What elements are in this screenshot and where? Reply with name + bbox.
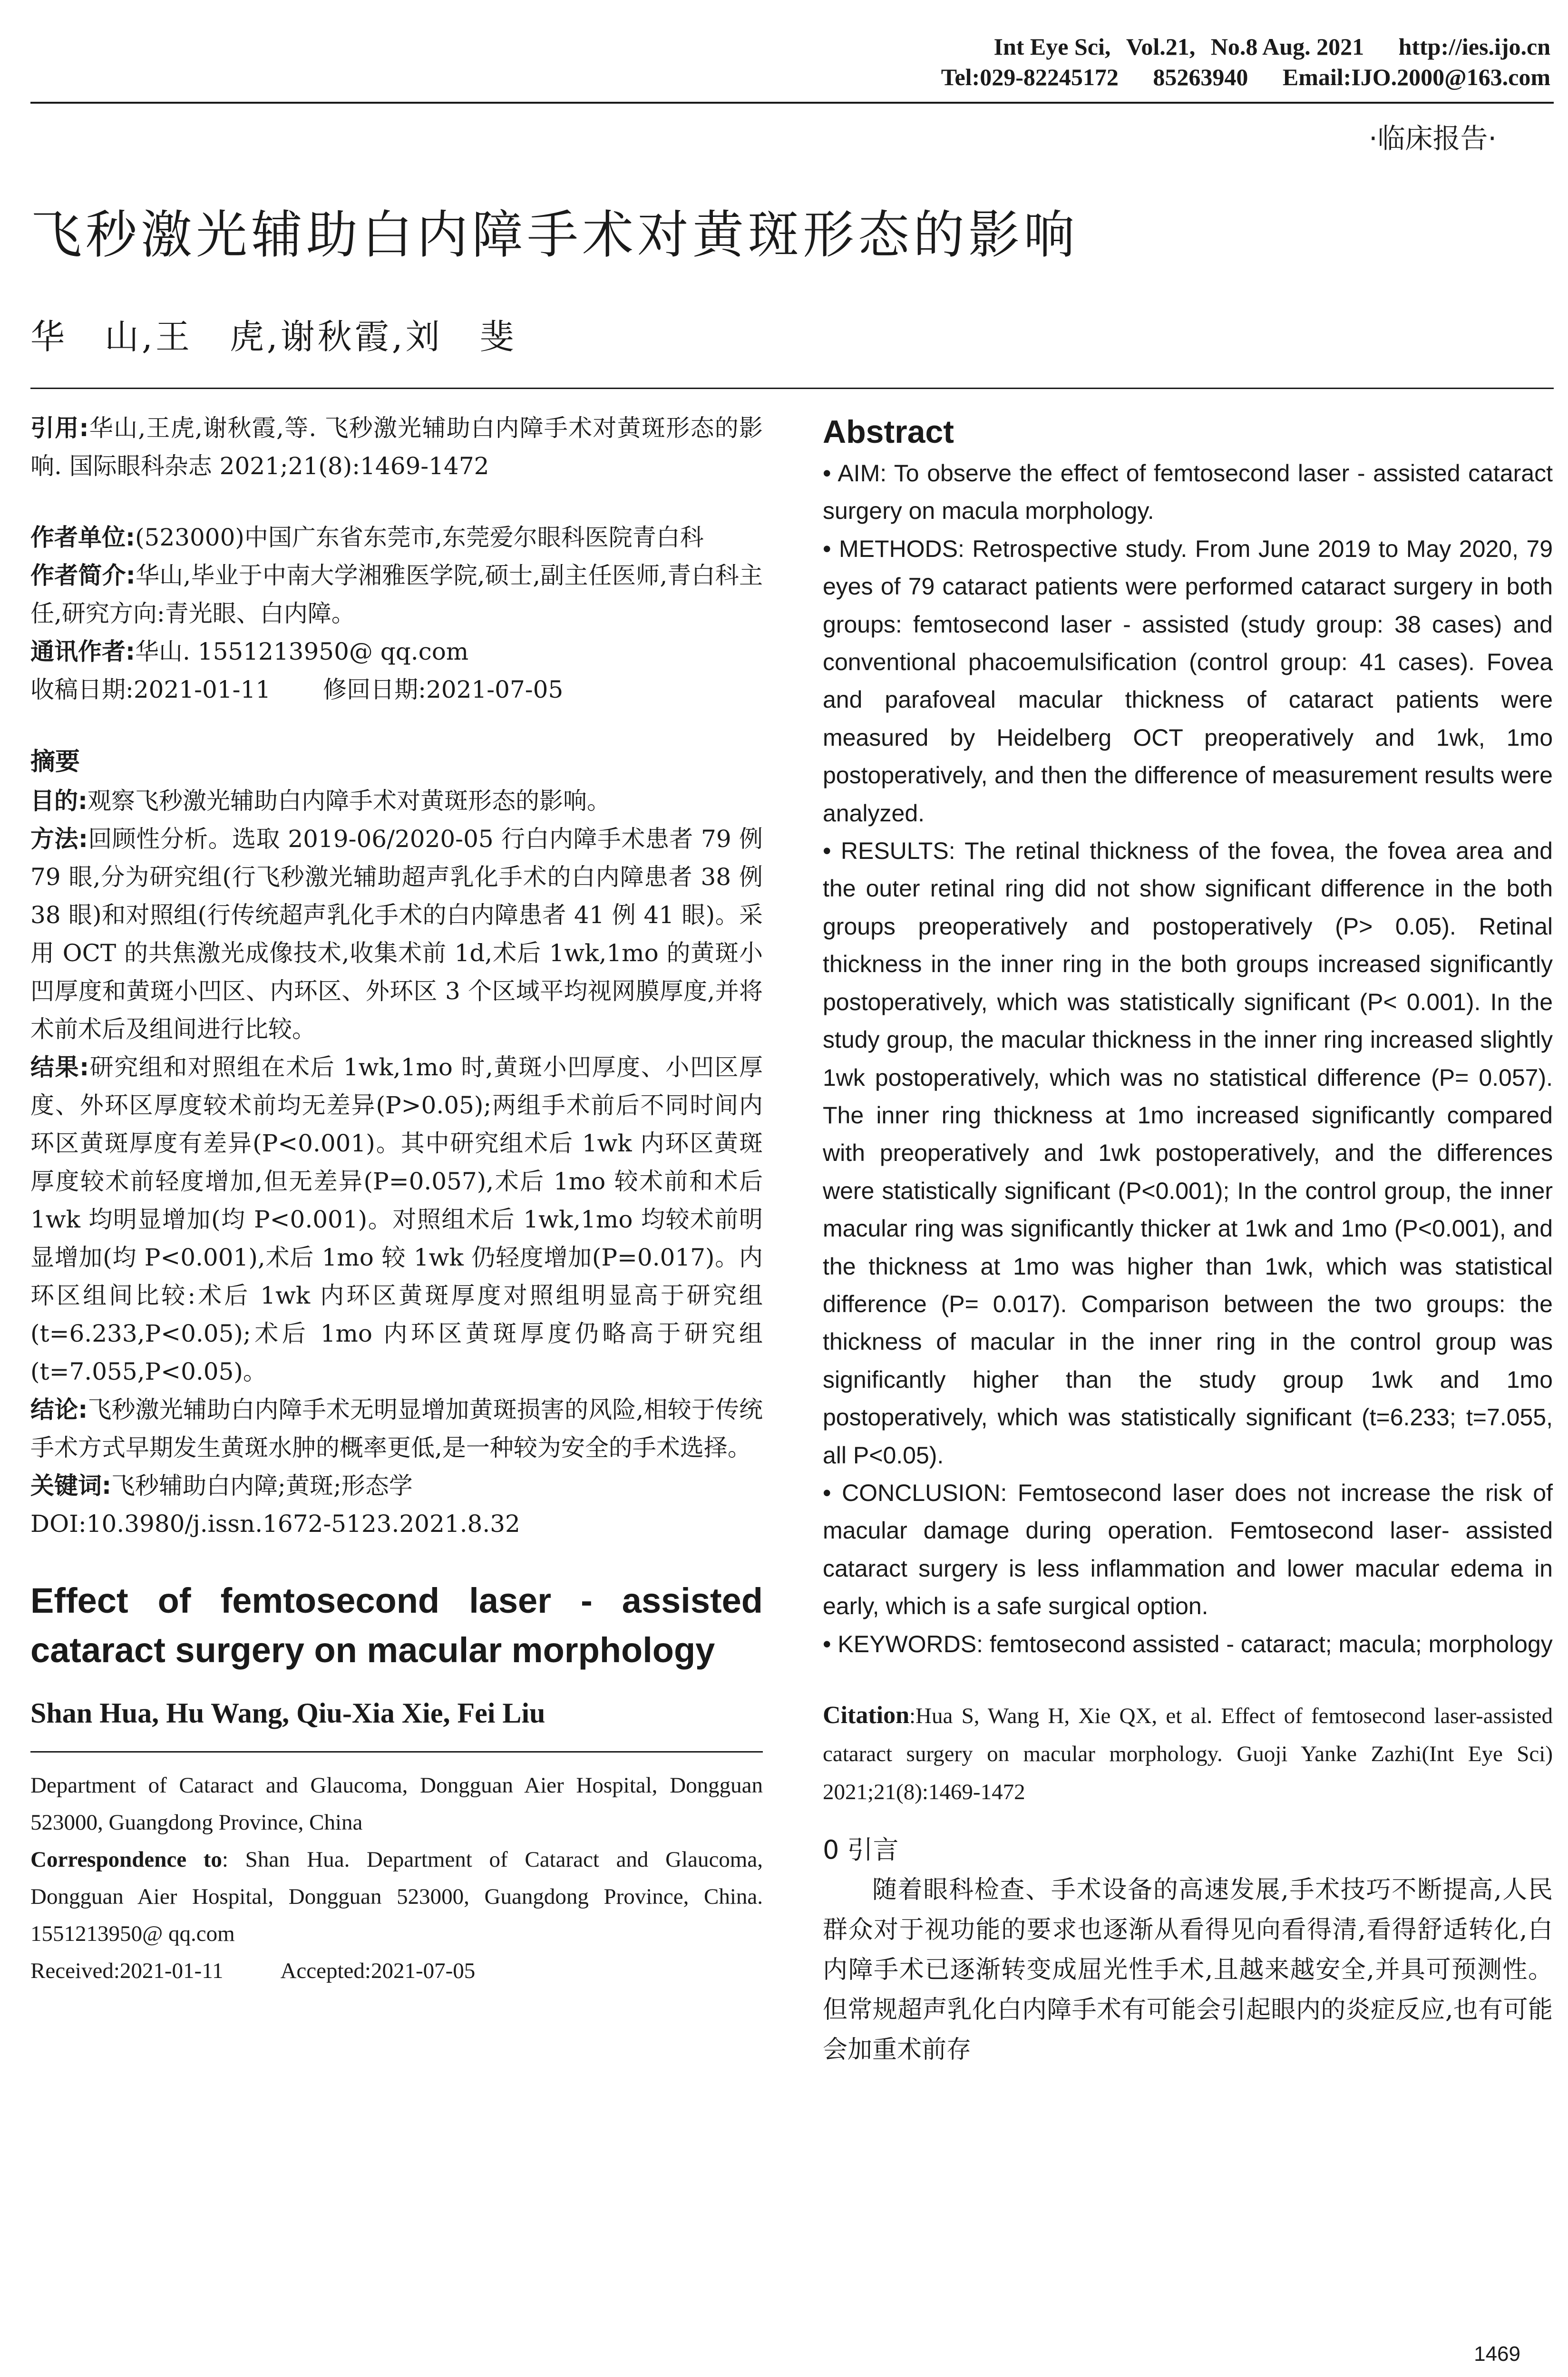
keywords-zh-text: 飞秒辅助白内障;黄斑;形态学 xyxy=(111,1472,413,1500)
journal-volume: Vol.21 xyxy=(1126,33,1189,60)
affiliation-zh xyxy=(30,518,763,556)
bio-zh-text: 华山,毕业于中南大学湘雅医学院,硕士,副主任医师,青白科主任,研究方向:青光眼、白内障。 xyxy=(30,562,763,627)
english-received-date: Received:2021-01-11 xyxy=(30,1958,224,1983)
english-correspondence-label: Correspondence to xyxy=(30,1847,222,1872)
methods-zh-label: 方法: xyxy=(30,825,88,853)
corresponding-zh-text: 华山. 1551213950@ qq.com xyxy=(135,638,469,665)
methods-zh-text: 回顾性分析。选取 2019-06/2020-05 行白内障手术患者 79 例 79 眼,分为研究组(行飞秒激光辅助超声乳化手术的白内障患者 38 例 38 眼)和对照组(行传统超声乳化手术的白内障患者 41 例 41 眼)。采用 OCT 的共焦激光成像技术,收集术前 1d,术后 1wk,1mo 的黄斑小凹厚度和黄斑小凹区、内环区、外环区 3 个区域平均视网膜厚度,并将术前术后及组间进行比较。 xyxy=(30,825,763,1043)
results-zh-label: 结果: xyxy=(30,1053,89,1081)
conclusion-zh xyxy=(30,1391,763,1467)
doi[interactable]: DOI:10.3980/j.issn.1672-5123.2021.8.32 xyxy=(30,1510,520,1538)
journal-issue: No.8 Aug. 2021 xyxy=(1210,33,1364,60)
abstract-heading-zh: 摘要 xyxy=(30,748,80,776)
section-label: ·临床报告· xyxy=(1369,122,1497,155)
journal-name: Int Eye Sci xyxy=(993,33,1105,60)
citation-zh xyxy=(30,409,763,485)
journal-header: Int Eye Sci, Vol.21, No.8 Aug. 2021 http://ies.ijo.cn Tel:029-82245172 85263940 Email:IJO.2000@163.com xyxy=(941,33,1550,90)
right-column xyxy=(823,409,1553,2070)
journal-tel2: 85263940 xyxy=(1153,64,1248,90)
keywords-en: • KEYWORDS: femtosecond assisted - cataract; macula; morphology xyxy=(823,1630,1553,1657)
affiliation-zh-label: 作者单位: xyxy=(30,524,135,551)
english-correspondence xyxy=(30,1841,763,1952)
bio-zh xyxy=(30,556,763,633)
article-title: 飞秒激光辅助白内障手术对黄斑形态的影响 xyxy=(30,205,1079,265)
intro-paragraph: 随着眼科检查、手术设备的高速发展,手术技巧不断提高,人民群众对于视功能的要求也逐渐从看得见向看得清,看得舒适转化,白内障手术已逐渐转变成屈光性手术,且越来越安全,并具可预测性。但常规超声乳化白内障手术有可能会引起眼内的炎症反应,也有可能会加重术前存 xyxy=(823,1876,1553,2064)
header-divider xyxy=(30,102,1554,104)
keywords-zh xyxy=(30,1467,763,1505)
page-number: 1469 xyxy=(1474,2342,1520,2366)
journal-email[interactable]: Email:IJO.2000@163.com xyxy=(1282,64,1550,90)
journal-tel: Tel:029-82245172 xyxy=(941,64,1119,90)
citation-en-label: Citation xyxy=(823,1702,909,1729)
left-column xyxy=(30,409,763,1989)
conclusion-en: • CONCLUSION: Femtosecond laser does not increase the risk of macular damage during operation. Femtosecond laser- assisted cataract surgery is less inflammation and lower macular edema in early, which is a safe surgical option. xyxy=(823,1479,1553,1620)
keywords-zh-label: 关键词: xyxy=(30,1472,111,1500)
english-divider xyxy=(30,1751,763,1753)
english-accepted-date: Accepted:2021-07-05 xyxy=(280,1958,476,1983)
aim-zh-label: 目的: xyxy=(30,787,88,815)
author-list: 华 山,王 虎,谢秋霞,刘 斐 xyxy=(30,317,517,357)
citation-zh-text: 华山,王虎,谢秋霞,等. 飞秒激光辅助白内障手术对黄斑形态的影响. 国际眼科杂志 2021;21(8):1469-1472 xyxy=(30,414,763,480)
results-zh xyxy=(30,1048,763,1391)
journal-url[interactable]: http://ies.ijo.cn xyxy=(1398,33,1550,60)
aim-en: • AIM: To observe the effect of femtosecond laser - assisted cataract surgery on macula morphology. xyxy=(823,460,1553,525)
affiliation-zh-text: (523000)中国广东省东莞市,东莞爱尔眼科医院青白科 xyxy=(135,524,704,551)
dates-zh xyxy=(30,671,763,709)
english-dates xyxy=(30,1952,763,1989)
bio-zh-label: 作者简介: xyxy=(30,562,136,589)
conclusion-zh-label: 结论: xyxy=(30,1396,88,1423)
revised-date-zh: 修回日期:2021-07-05 xyxy=(323,676,564,703)
methods-zh xyxy=(30,820,763,1048)
citation-en xyxy=(823,1696,1553,1811)
title-divider xyxy=(30,388,1554,389)
methods-en: • METHODS: Retrospective study. From June 2019 to May 2020, 79 eyes of 79 cataract patients were performed cataract surgery in both groups: femtosecond laser - assisted (study group: 38 cases) and conventional phacoemulsification (control group: 41 cases). Fovea and parafoveal macular thickness of cataract patients were measured by Heidelberg OCT preoperatively and 1wk, 1mo postoperatively, and then the difference of measurement results were analyzed. xyxy=(823,535,1553,827)
conclusion-zh-text: 飞秒激光辅助白内障手术无明显增加黄斑损害的风险,相较于传统手术方式早期发生黄斑水肿的概率更低,是一种较为安全的手术选择。 xyxy=(30,1396,763,1461)
aim-zh xyxy=(30,782,763,820)
english-title: Effect of femtosecond laser - assisted cataract surgery on macular morphology xyxy=(30,1581,763,1670)
aim-zh-text: 观察飞秒激光辅助白内障手术对黄斑形态的影响。 xyxy=(88,787,611,815)
corresponding-zh-label: 通讯作者: xyxy=(30,638,135,665)
english-abstract xyxy=(823,455,1553,1663)
results-zh-text: 研究组和对照组在术后 1wk,1mo 时,黄斑小凹厚度、小凹区厚度、外环区厚度较术前均无差异(P>0.05);两组手术前后不同时间内环区黄斑厚度有差异(P<0.001)。其中研究组术后 1wk 内环区黄斑厚度较术前轻度增加,但无差异(P=0.057),术后 1mo 较术前和术后 1wk 均明显增加(均 P<0.001)。对照组术后 1wk,1mo 均较术前明显增加(均 P<0.001),术后 1mo 较 1wk 仍轻度增加(P=0.017)。内环区组间比较:术后 1wk 内环区黄斑厚度对照组明显高于研究组(t=6.233,P<0.05);术后 1mo 内环区黄斑厚度仍略高于研究组(t=7.055,P<0.05)。 xyxy=(30,1053,763,1385)
english-affiliation: Department of Cataract and Glaucoma, Dongguan Aier Hospital, Dongguan 523000, Guangdong Province, China xyxy=(30,1773,763,1835)
citation-zh-label: 引用: xyxy=(30,414,89,442)
citation-en-text: :Hua S, Wang H, Xie QX, et al. Effect of femtosecond laser-assisted cataract surgery on macular morphology. Guoji Yanke Zazhi(Int Eye Sci) 2021;21(8):1469-1472 xyxy=(823,1704,1553,1804)
received-date-zh: 收稿日期:2021-01-11 xyxy=(30,676,271,703)
corresponding-zh xyxy=(30,633,763,671)
english-correspondence-text: : Shan Hua. Department of Cataract and Glaucoma, Dongguan Aier Hospital, Dongguan 523000, Guangdong Province, China. 1551213950@ qq.com xyxy=(30,1847,763,1946)
results-en: • RESULTS: The retinal thickness of the fovea, the fovea area and the outer retinal ring did not show significant difference in the both groups preoperatively and postoperatively (P> 0.05). Retinal thickness in the inner ring in the both groups increased significantly postoperatively, which was statistically significant (P< 0.001). In the study group, the macular thickness in the inner ring increased slightly 1wk postoperatively, which was no statistical difference (P= 0.057). The inner ring thickness at 1mo increased significantly compared with preoperatively and 1wk postoperatively, and the differences were statistically significant (P<0.001); In the control group, the inner macular ring was significantly thicker at 1wk and 1mo (P<0.001), and the thickness at 1mo was higher than 1wk, which was statistical difference (P= 0.017). Comparison between the two groups: the thickness of macular in the inner ring in the control group was significantly higher than the study group 1wk and 1mo postoperatively, which was statistically significant (t=6.233; t=7.055, all P<0.05). xyxy=(823,838,1553,1469)
intro-heading: 0 引言 xyxy=(823,1835,899,1865)
abstract-heading-en: Abstract xyxy=(823,414,954,450)
english-authors: Shan Hua, Hu Wang, Qiu-Xia Xie, Fei Liu xyxy=(30,1697,545,1729)
